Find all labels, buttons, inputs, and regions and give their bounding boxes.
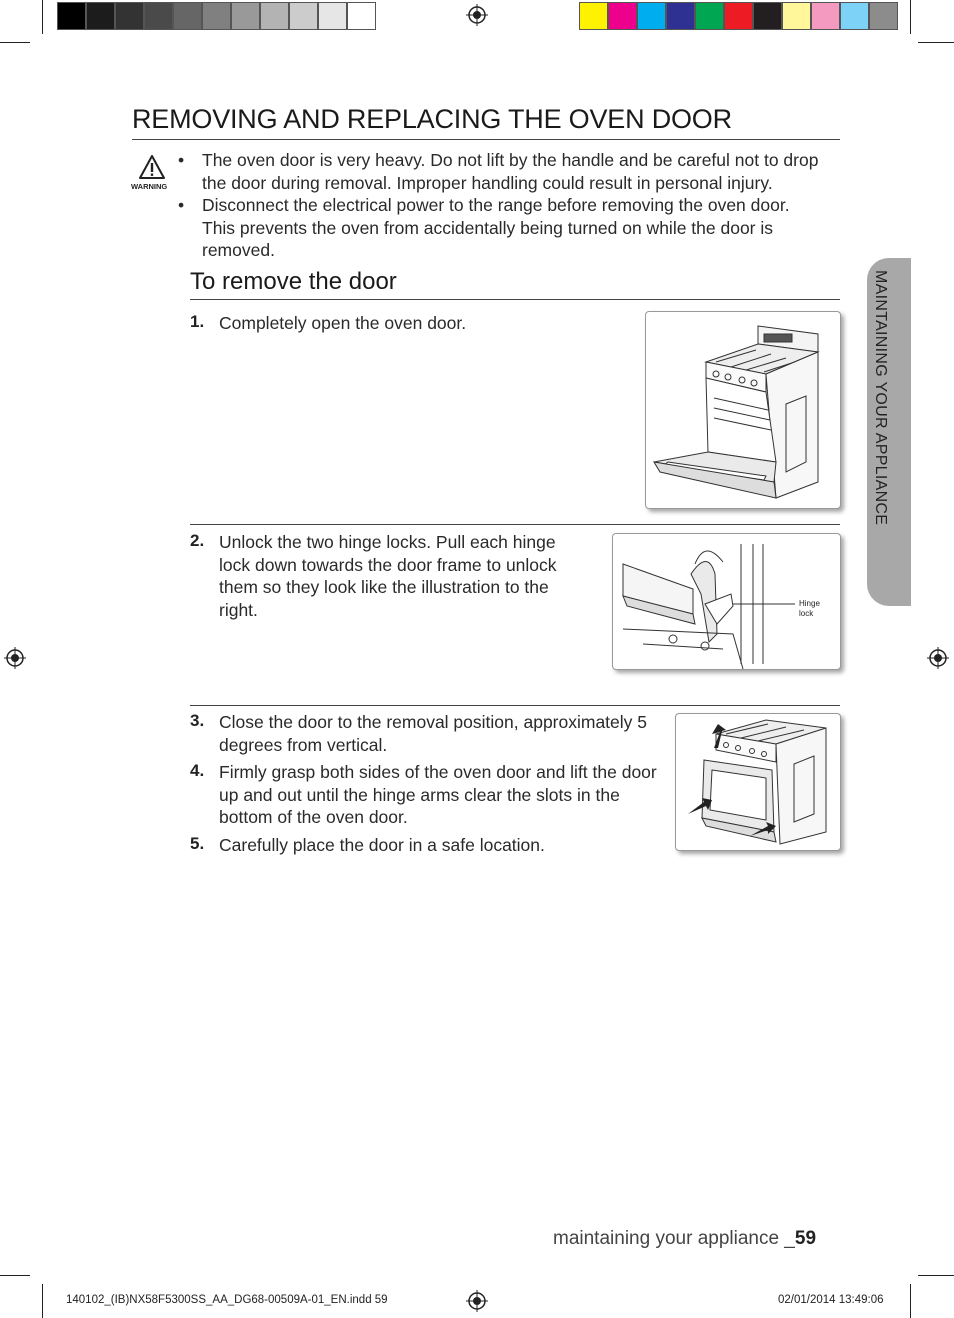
figure-open-oven [645,311,841,509]
color-swatch [753,2,782,30]
page-footer [553,1228,816,1250]
bullet-dot: • [178,150,185,170]
color-swatch [173,2,202,30]
crop-mark [42,0,43,34]
warning-triangle-icon [138,154,166,180]
page-number: 59 [794,1228,817,1249]
color-swatch [289,2,318,30]
color-swatch [840,2,869,30]
door-removal-illustration [676,714,840,850]
color-swatch [782,2,811,30]
warning-text-1: The oven door is very heavy. Do not lift by the handle and be careful not to drop the door during removal. Improper handling could result in personal injury. [202,150,819,193]
color-swatch [666,2,695,30]
title-rule [132,139,840,140]
color-swatch [579,2,608,30]
step-text: Completely open the oven door. [219,313,467,333]
crop-mark [42,1284,43,1318]
page-title: REMOVING AND REPLACING THE OVEN DOOR [132,104,732,134]
color-swatch [318,2,347,30]
registration-mark-icon [466,1290,488,1312]
color-swatch [144,2,173,30]
crop-mark [0,42,30,43]
color-swatch [115,2,144,30]
step-divider [190,705,840,706]
step-divider [190,524,840,525]
color-swatch [869,2,898,30]
color-swatch [57,2,86,30]
color-swatch [695,2,724,30]
footer-section-label: maintaining your appliance _ [553,1228,795,1249]
side-tab-label: MAINTAINING YOUR APPLIANCE [872,270,889,526]
step-text: Firmly grasp both sides of the oven door and lift the door up and out until the hinge arms clear the slots in the bottom of the oven door. [219,762,657,827]
bullet-dot: • [178,195,185,215]
step-number: 1. [190,312,205,331]
figure-door-removal [675,713,841,851]
step-text: Carefully place the door in a safe location. [219,835,545,855]
crop-mark [0,1275,30,1276]
step-text: Close the door to the removal position, approximately 5 degrees from vertical. [219,712,648,755]
step-number: 2. [190,531,205,550]
subheading-rule [190,299,840,300]
step-number: 4. [190,761,205,780]
color-swatch [724,2,753,30]
section-subheading: To remove the door [190,268,397,295]
step-number: 5. [190,834,205,853]
hinge-lock-label-2: lock [799,609,814,618]
warning-text-2: Disconnect the electrical power to the range before removing the oven door. This prevents the oven from accidentally being turned on while the door is removed. [202,195,790,260]
step-text: Unlock the two hinge locks. Pull each hinge lock down towards the door frame to unlock them so they look like the illustration to the right. [219,532,557,620]
color-swatch [608,2,637,30]
color-swatch [347,2,376,30]
oven-open-door-illustration [646,312,840,508]
warning-label: WARNING [131,182,168,191]
crop-mark [910,0,911,34]
step-number: 3. [190,711,205,730]
slug-datetime: 02/01/2014 13:49:06 [778,1294,884,1306]
figure-hinge-lock [612,533,841,670]
crop-mark [918,1275,954,1276]
registration-mark-icon [927,647,949,669]
crop-mark [918,42,954,43]
registration-mark-icon [4,647,26,669]
color-swatch [811,2,840,30]
hinge-lock-label-1: Hinge [799,599,820,608]
color-swatch [202,2,231,30]
crop-mark [910,1284,911,1318]
slug-filename: 140102_(IB)NX58F5300SS_AA_DG68-00509A-01_EN.indd 59 [66,1294,388,1306]
color-swatch [231,2,260,30]
color-swatch [86,2,115,30]
color-swatch [637,2,666,30]
registration-mark-icon [466,4,488,26]
color-swatch [260,2,289,30]
